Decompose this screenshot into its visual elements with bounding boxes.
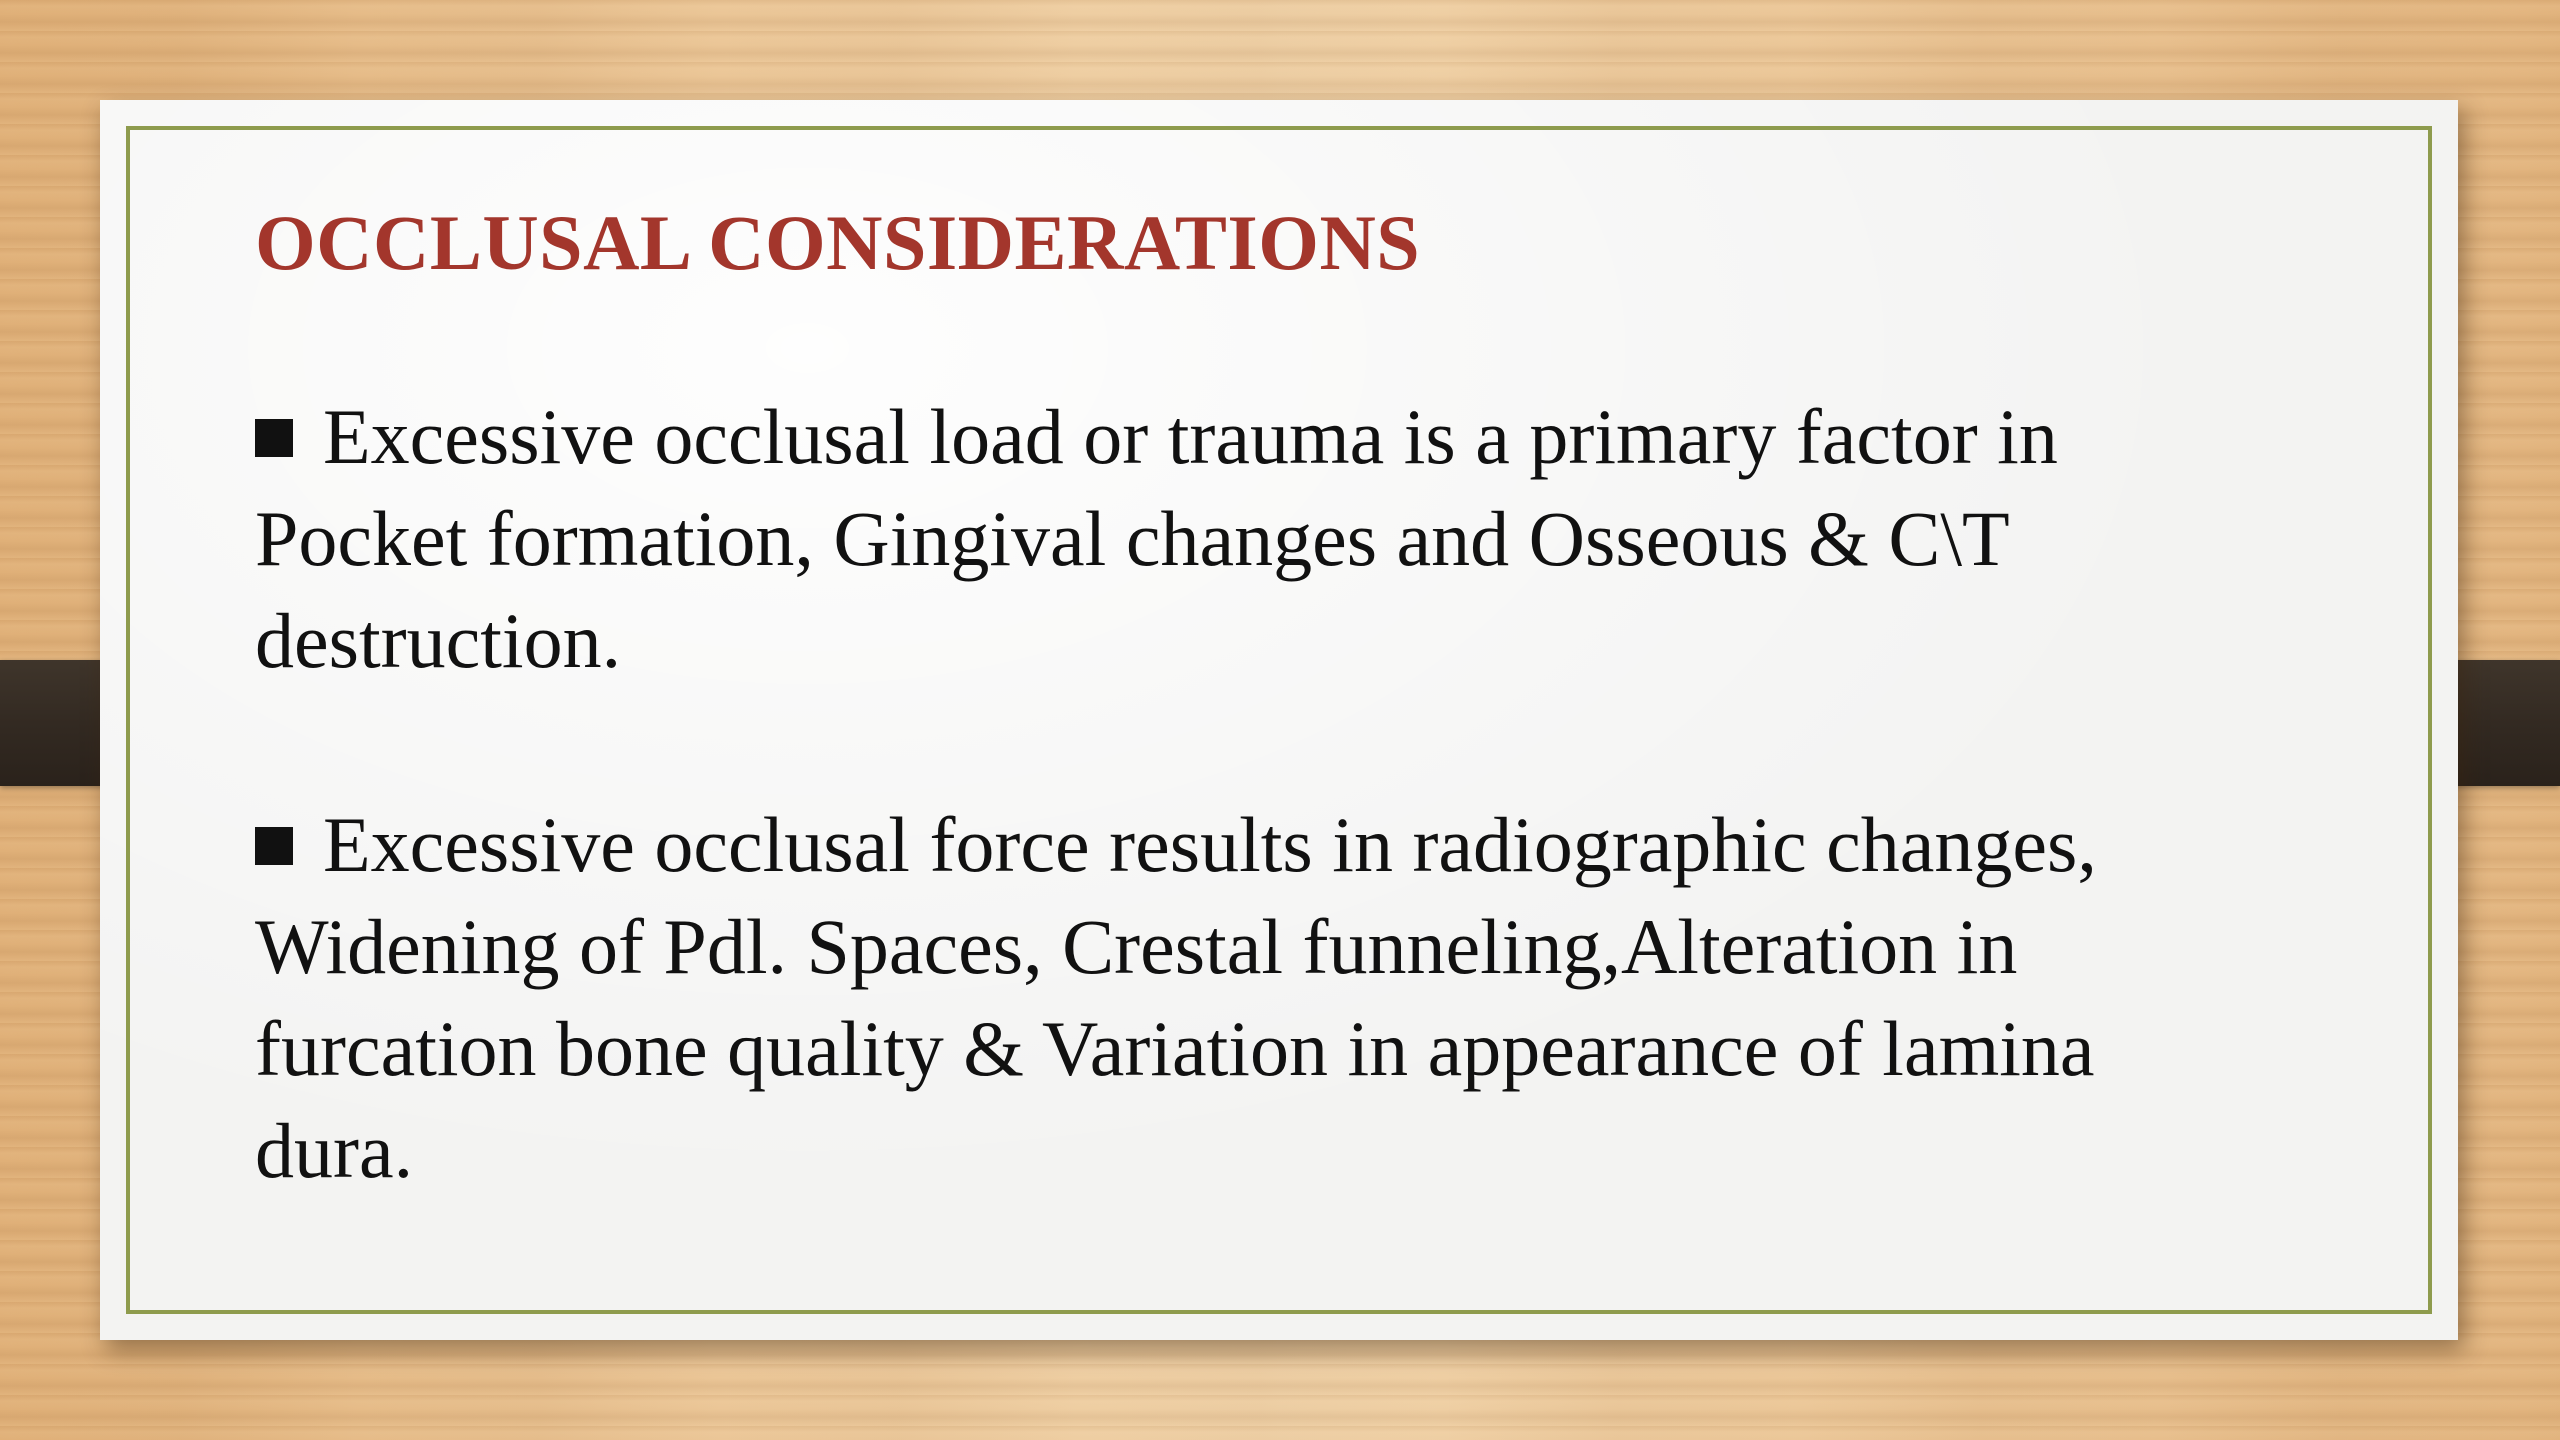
bullet-item	[255, 794, 2255, 1202]
slide-title: OCCLUSAL CONSIDERATIONS	[255, 199, 1421, 286]
bullet-list	[255, 386, 2255, 1202]
bullet-text: Excessive occlusal force results in radiographic changes, Widening of Pdl. Spaces, Crestal funneling,Alteration in furcation bone quality & Variation in appearance of lamina dura.	[255, 800, 2097, 1194]
square-bullet-icon	[255, 419, 293, 457]
bullet-text: Excessive occlusal load or trauma is a primary factor in Pocket formation, Gingival changes and Osseous & C\T destruction.	[255, 392, 2058, 684]
slide-content	[255, 200, 2255, 1304]
square-bullet-icon	[255, 827, 293, 865]
bullet-item	[255, 386, 2255, 692]
